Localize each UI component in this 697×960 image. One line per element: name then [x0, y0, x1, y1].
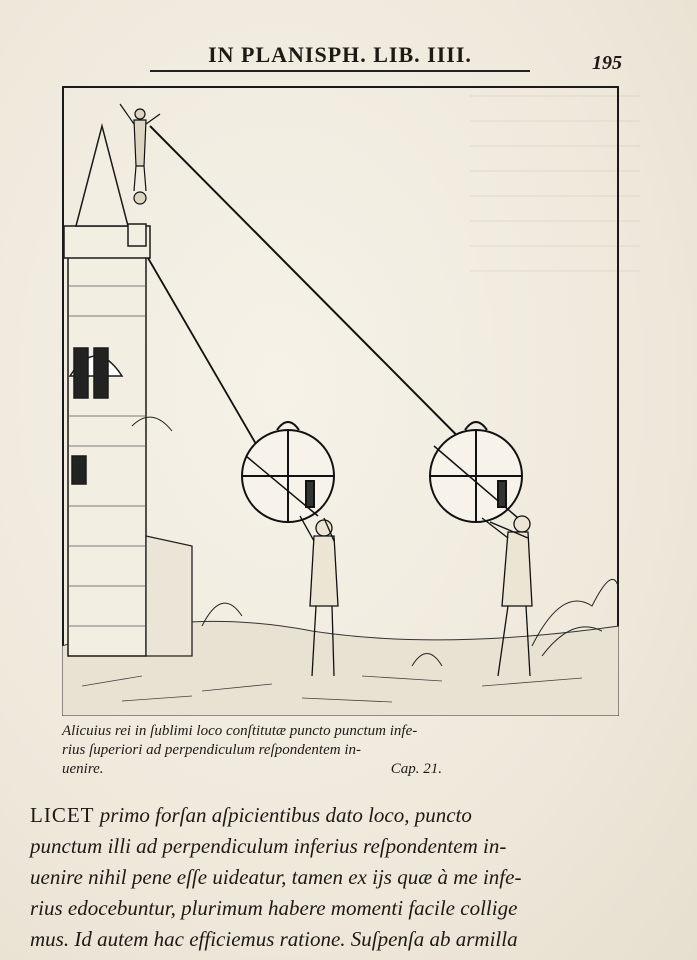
body-line-4: rius edocebuntur, plurimum habere momenti facile collige: [30, 896, 518, 920]
woodcut-illustration: [62, 86, 619, 716]
body-line-5: mus. Id autem hac efficiemus ratione. Suſpenſa ab armilla: [30, 927, 518, 951]
caption-line-3: [62, 760, 442, 779]
body-line-1: [30, 800, 630, 831]
body-line-2: punctum illi ad perpendiculum inferius reſpondentem in-: [30, 834, 507, 858]
caption-line-2: rius ſuperiori ad perpendiculum reſpondentem in-: [62, 742, 361, 758]
running-header: IN PLANISPH. LIB. IIII.: [150, 42, 530, 72]
statue: [120, 104, 160, 204]
body-line-1-rest: primo forſan aſpicientibus dato loco, puncto: [94, 803, 472, 827]
lead-word: LICET: [30, 803, 95, 827]
caption-line-3-text: uenire.: [62, 761, 104, 777]
astrolabe-left: [242, 422, 334, 522]
caption-line-1: Alicuius rei in ſublimi loco conſtitutæ puncto punctum infe-: [62, 723, 418, 739]
figure-caption: [62, 722, 622, 779]
body-line-3: uenire nihil pene eſſe uideatur, tamen ex ijs quæ à me infe-: [30, 865, 522, 889]
body-paragraph: [30, 800, 630, 955]
astrolabe-right: [430, 422, 522, 522]
page-number: 195: [592, 52, 622, 74]
chapter-number: Cap. 21.: [390, 761, 442, 777]
tower: [64, 126, 150, 656]
